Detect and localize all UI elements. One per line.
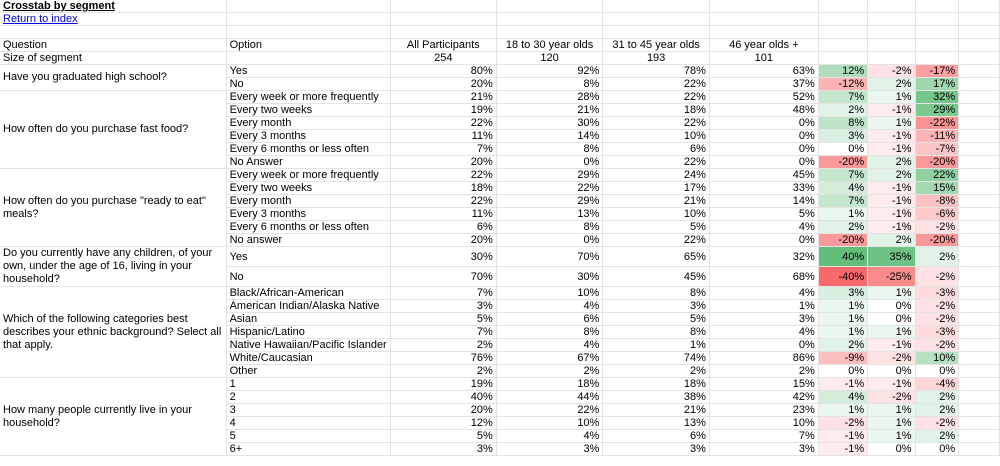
segment-value: 8% xyxy=(496,78,603,91)
segment-value: 4% xyxy=(496,300,603,313)
difference-value: 2% xyxy=(868,169,915,182)
difference-value: 2% xyxy=(915,391,959,404)
difference-value: -1% xyxy=(868,130,915,143)
link-row xyxy=(0,13,1000,26)
segment-value: 17% xyxy=(603,182,710,195)
difference-value: 17% xyxy=(915,78,959,91)
difference-value: -6% xyxy=(915,208,959,221)
segment-value: 44% xyxy=(496,391,603,404)
option-label: 2 xyxy=(226,391,390,404)
segment-value: 3% xyxy=(709,443,818,456)
difference-value: -4% xyxy=(915,378,959,391)
segment-value: 8% xyxy=(603,287,710,300)
option-label: Every month xyxy=(226,117,390,130)
question-header: Question xyxy=(0,39,226,52)
size-value: 101 xyxy=(709,52,818,65)
option-label: Every 6 months or less often xyxy=(226,221,390,234)
difference-value: -2% xyxy=(915,313,959,326)
segment-value: 22% xyxy=(603,117,710,130)
difference-value: 1% xyxy=(818,326,867,339)
difference-value: 2% xyxy=(915,247,959,267)
segment-value: 4% xyxy=(709,287,818,300)
segment-value: 21% xyxy=(603,404,710,417)
difference-value: -1% xyxy=(868,339,915,352)
size-row xyxy=(0,52,1000,65)
difference-value: -9% xyxy=(818,352,867,365)
segment-value: 3% xyxy=(496,443,603,456)
segment-value: 2% xyxy=(603,365,710,378)
difference-value: 2% xyxy=(868,156,915,169)
segment-value: 80% xyxy=(390,65,496,78)
segment-value: 10% xyxy=(496,417,603,430)
difference-value: 1% xyxy=(868,91,915,104)
segment-value: 67% xyxy=(496,352,603,365)
difference-value: -2% xyxy=(915,417,959,430)
difference-value: -20% xyxy=(915,156,959,169)
segment-value: 8% xyxy=(496,326,603,339)
segment-value: 92% xyxy=(496,65,603,78)
segment-value: 20% xyxy=(390,156,496,169)
segment-value: 18% xyxy=(603,104,710,117)
segment-value: 45% xyxy=(603,267,710,287)
segment-value: 19% xyxy=(390,104,496,117)
difference-value: -20% xyxy=(915,234,959,247)
difference-value: -1% xyxy=(868,182,915,195)
segment-value: 6% xyxy=(390,221,496,234)
difference-value: 0% xyxy=(818,143,867,156)
blank-row xyxy=(0,26,1000,39)
difference-value: 1% xyxy=(868,326,915,339)
option-label: No xyxy=(226,78,390,91)
table-row xyxy=(0,378,1000,391)
size-label: Size of segment xyxy=(0,52,226,65)
option-header: Option xyxy=(226,39,390,52)
segment-value: 52% xyxy=(709,91,818,104)
question-text: Do you currently have any children, of your own, under the age of 16, living in your household? xyxy=(0,247,226,287)
segment-value: 4% xyxy=(496,430,603,443)
option-label: No answer xyxy=(226,234,390,247)
segment-value: 20% xyxy=(390,78,496,91)
title-row xyxy=(0,0,1000,13)
difference-value: 2% xyxy=(818,104,867,117)
segment-value: 7% xyxy=(390,287,496,300)
option-label: 4 xyxy=(226,417,390,430)
option-label: Native Hawaiian/Pacific Islander xyxy=(226,339,390,352)
difference-value: -17% xyxy=(915,65,959,78)
segment-value: 29% xyxy=(496,195,603,208)
segment-value: 22% xyxy=(603,91,710,104)
difference-value: -1% xyxy=(818,430,867,443)
difference-value: -25% xyxy=(868,267,915,287)
difference-value: -2% xyxy=(868,352,915,365)
segment-value: 0% xyxy=(709,130,818,143)
segment-value: 20% xyxy=(390,404,496,417)
option-label: Every 6 months or less often xyxy=(226,143,390,156)
difference-value: 1% xyxy=(818,313,867,326)
difference-value: 2% xyxy=(868,234,915,247)
segment-value: 4% xyxy=(709,221,818,234)
segment-value: 10% xyxy=(709,417,818,430)
size-value: 120 xyxy=(496,52,603,65)
segment-header-all: All Participants xyxy=(390,39,496,52)
segment-value: 21% xyxy=(603,195,710,208)
question-text: How often do you purchase fast food? xyxy=(0,91,226,169)
segment-value: 6% xyxy=(496,313,603,326)
segment-value: 30% xyxy=(496,117,603,130)
size-value: 254 xyxy=(390,52,496,65)
segment-value: 5% xyxy=(603,313,710,326)
difference-value: 7% xyxy=(818,169,867,182)
option-label: Every month xyxy=(226,195,390,208)
segment-value: 5% xyxy=(390,430,496,443)
difference-value: 1% xyxy=(818,208,867,221)
difference-value: -1% xyxy=(868,378,915,391)
difference-value: -1% xyxy=(868,195,915,208)
segment-value: 76% xyxy=(390,352,496,365)
option-label: No Answer xyxy=(226,156,390,169)
difference-value: -8% xyxy=(915,195,959,208)
segment-value: 18% xyxy=(390,182,496,195)
segment-value: 0% xyxy=(709,117,818,130)
segment-value: 13% xyxy=(496,208,603,221)
difference-value: 1% xyxy=(868,404,915,417)
segment-value: 3% xyxy=(709,313,818,326)
difference-value: -2% xyxy=(915,339,959,352)
option-label: 5 xyxy=(226,430,390,443)
segment-header-46-plus: 46 year olds + xyxy=(709,39,818,52)
table-row xyxy=(0,287,1000,300)
difference-value: 8% xyxy=(818,117,867,130)
segment-value: 22% xyxy=(603,78,710,91)
segment-value: 68% xyxy=(709,267,818,287)
difference-value: 7% xyxy=(818,91,867,104)
segment-value: 3% xyxy=(603,300,710,313)
option-label: 1 xyxy=(226,378,390,391)
difference-value: 22% xyxy=(915,169,959,182)
option-label: Hispanic/Latino xyxy=(226,326,390,339)
difference-value: 1% xyxy=(868,117,915,130)
segment-value: 4% xyxy=(709,326,818,339)
segment-value: 33% xyxy=(709,182,818,195)
difference-value: 2% xyxy=(915,404,959,417)
segment-value: 78% xyxy=(603,65,710,78)
difference-value: 0% xyxy=(868,443,915,456)
option-label: Other xyxy=(226,365,390,378)
segment-value: 21% xyxy=(496,104,603,117)
difference-value: -12% xyxy=(818,78,867,91)
segment-value: 15% xyxy=(709,378,818,391)
segment-value: 5% xyxy=(390,313,496,326)
difference-value: 7% xyxy=(818,195,867,208)
segment-value: 18% xyxy=(496,378,603,391)
difference-value: 4% xyxy=(818,391,867,404)
segment-value: 11% xyxy=(390,208,496,221)
difference-value: 29% xyxy=(915,104,959,117)
segment-value: 11% xyxy=(390,130,496,143)
difference-value: -1% xyxy=(868,221,915,234)
difference-value: 40% xyxy=(818,247,867,267)
segment-value: 70% xyxy=(496,247,603,267)
option-label: Every 3 months xyxy=(226,130,390,143)
difference-value: 1% xyxy=(868,417,915,430)
question-text: Which of the following categories best describes your ethnic background? Select all that apply. xyxy=(0,287,226,378)
segment-value: 3% xyxy=(603,443,710,456)
segment-value: 10% xyxy=(603,130,710,143)
difference-value: 0% xyxy=(818,365,867,378)
difference-value: -1% xyxy=(818,443,867,456)
segment-value: 42% xyxy=(709,391,818,404)
table-row xyxy=(0,65,1000,78)
segment-value: 1% xyxy=(709,300,818,313)
option-label: 3 xyxy=(226,404,390,417)
segment-value: 22% xyxy=(496,404,603,417)
segment-value: 86% xyxy=(709,352,818,365)
segment-value: 13% xyxy=(603,417,710,430)
segment-value: 24% xyxy=(603,169,710,182)
segment-value: 7% xyxy=(390,143,496,156)
segment-value: 6% xyxy=(603,430,710,443)
segment-value: 1% xyxy=(603,339,710,352)
difference-value: 1% xyxy=(818,404,867,417)
difference-value: -1% xyxy=(868,143,915,156)
segment-value: 14% xyxy=(496,130,603,143)
difference-value: 2% xyxy=(915,430,959,443)
difference-value: 35% xyxy=(868,247,915,267)
difference-value: -2% xyxy=(915,221,959,234)
segment-value: 29% xyxy=(496,169,603,182)
option-label: American Indian/Alaska Native xyxy=(226,300,390,313)
segment-value: 3% xyxy=(390,443,496,456)
table-row xyxy=(0,169,1000,182)
segment-value: 0% xyxy=(709,156,818,169)
segment-value: 22% xyxy=(496,182,603,195)
option-label: White/Caucasian xyxy=(226,352,390,365)
segment-value: 30% xyxy=(390,247,496,267)
segment-value: 74% xyxy=(603,352,710,365)
segment-value: 22% xyxy=(390,169,496,182)
question-text: Have you graduated high school? xyxy=(0,65,226,91)
option-label: Every two weeks xyxy=(226,182,390,195)
difference-value: 15% xyxy=(915,182,959,195)
segment-value: 6% xyxy=(603,143,710,156)
segment-value: 10% xyxy=(496,287,603,300)
question-text: How many people currently live in your household? xyxy=(0,378,226,456)
segment-value: 65% xyxy=(603,247,710,267)
segment-value: 32% xyxy=(709,247,818,267)
option-label: Asian xyxy=(226,313,390,326)
segment-value: 2% xyxy=(390,339,496,352)
segment-value: 5% xyxy=(709,208,818,221)
table-row xyxy=(0,91,1000,104)
segment-value: 18% xyxy=(603,378,710,391)
segment-header-31-45: 31 to 45 year olds xyxy=(603,39,710,52)
difference-value: -20% xyxy=(818,156,867,169)
segment-value: 70% xyxy=(390,267,496,287)
segment-value: 2% xyxy=(709,365,818,378)
segment-value: 23% xyxy=(709,404,818,417)
segment-value: 10% xyxy=(603,208,710,221)
segment-value: 48% xyxy=(709,104,818,117)
segment-value: 8% xyxy=(496,143,603,156)
segment-value: 19% xyxy=(390,378,496,391)
segment-value: 22% xyxy=(390,117,496,130)
segment-value: 30% xyxy=(496,267,603,287)
difference-value: 0% xyxy=(868,313,915,326)
segment-value: 22% xyxy=(390,195,496,208)
difference-value: 0% xyxy=(868,365,915,378)
difference-value: 2% xyxy=(818,221,867,234)
segment-value: 4% xyxy=(496,339,603,352)
difference-value: 4% xyxy=(818,182,867,195)
difference-value: 0% xyxy=(915,443,959,456)
segment-value: 40% xyxy=(390,391,496,404)
segment-value: 63% xyxy=(709,65,818,78)
difference-value: -2% xyxy=(915,300,959,313)
option-label: Every two weeks xyxy=(226,104,390,117)
segment-value: 0% xyxy=(496,234,603,247)
segment-value: 7% xyxy=(709,430,818,443)
difference-value: 1% xyxy=(818,300,867,313)
option-label: Every week or more frequently xyxy=(226,91,390,104)
segment-value: 5% xyxy=(603,221,710,234)
difference-value: -1% xyxy=(868,104,915,117)
difference-value: -2% xyxy=(868,65,915,78)
difference-value: 1% xyxy=(868,287,915,300)
question-text: How often do you purchase "ready to eat" meals? xyxy=(0,169,226,247)
difference-value: -3% xyxy=(915,287,959,300)
segment-value: 7% xyxy=(390,326,496,339)
segment-value: 38% xyxy=(603,391,710,404)
return-to-index-link[interactable]: Return to index xyxy=(3,13,78,25)
segment-value: 3% xyxy=(390,300,496,313)
segment-value: 2% xyxy=(390,365,496,378)
segment-value: 12% xyxy=(390,417,496,430)
difference-value: -2% xyxy=(868,391,915,404)
option-label: Black/African-American xyxy=(226,287,390,300)
difference-value: -3% xyxy=(915,326,959,339)
segment-value: 28% xyxy=(496,91,603,104)
option-label: No xyxy=(226,267,390,287)
table-row xyxy=(0,247,1000,267)
segment-value: 0% xyxy=(709,234,818,247)
option-label: Yes xyxy=(226,65,390,78)
difference-value: 2% xyxy=(868,78,915,91)
option-label: Every 3 months xyxy=(226,208,390,221)
segment-value: 0% xyxy=(709,339,818,352)
difference-value: -40% xyxy=(818,267,867,287)
segment-value: 8% xyxy=(603,326,710,339)
header-row xyxy=(0,39,1000,52)
difference-value: -2% xyxy=(915,267,959,287)
difference-value: -11% xyxy=(915,130,959,143)
segment-value: 8% xyxy=(496,221,603,234)
segment-header-18-30: 18 to 30 year olds xyxy=(496,39,603,52)
difference-value: -20% xyxy=(818,234,867,247)
page-title: Crosstab by segment xyxy=(0,0,226,13)
difference-value: -22% xyxy=(915,117,959,130)
difference-value: 32% xyxy=(915,91,959,104)
option-label: Every week or more frequently xyxy=(226,169,390,182)
difference-value: -7% xyxy=(915,143,959,156)
segment-value: 0% xyxy=(496,156,603,169)
segment-value: 37% xyxy=(709,78,818,91)
difference-value: 0% xyxy=(915,365,959,378)
segment-value: 2% xyxy=(496,365,603,378)
segment-value: 0% xyxy=(709,143,818,156)
difference-value: 1% xyxy=(868,430,915,443)
option-label: 6+ xyxy=(226,443,390,456)
difference-value: -2% xyxy=(818,417,867,430)
difference-value: 3% xyxy=(818,130,867,143)
segment-value: 22% xyxy=(603,156,710,169)
segment-value: 20% xyxy=(390,234,496,247)
difference-value: -1% xyxy=(818,378,867,391)
option-label: Yes xyxy=(226,247,390,267)
segment-value: 21% xyxy=(390,91,496,104)
segment-value: 45% xyxy=(709,169,818,182)
difference-value: -1% xyxy=(868,208,915,221)
difference-value: 0% xyxy=(868,300,915,313)
segment-value: 14% xyxy=(709,195,818,208)
size-value: 193 xyxy=(603,52,710,65)
difference-value: 3% xyxy=(818,287,867,300)
segment-value: 22% xyxy=(603,234,710,247)
difference-value: 12% xyxy=(818,65,867,78)
difference-value: 10% xyxy=(915,352,959,365)
difference-value: 2% xyxy=(818,339,867,352)
